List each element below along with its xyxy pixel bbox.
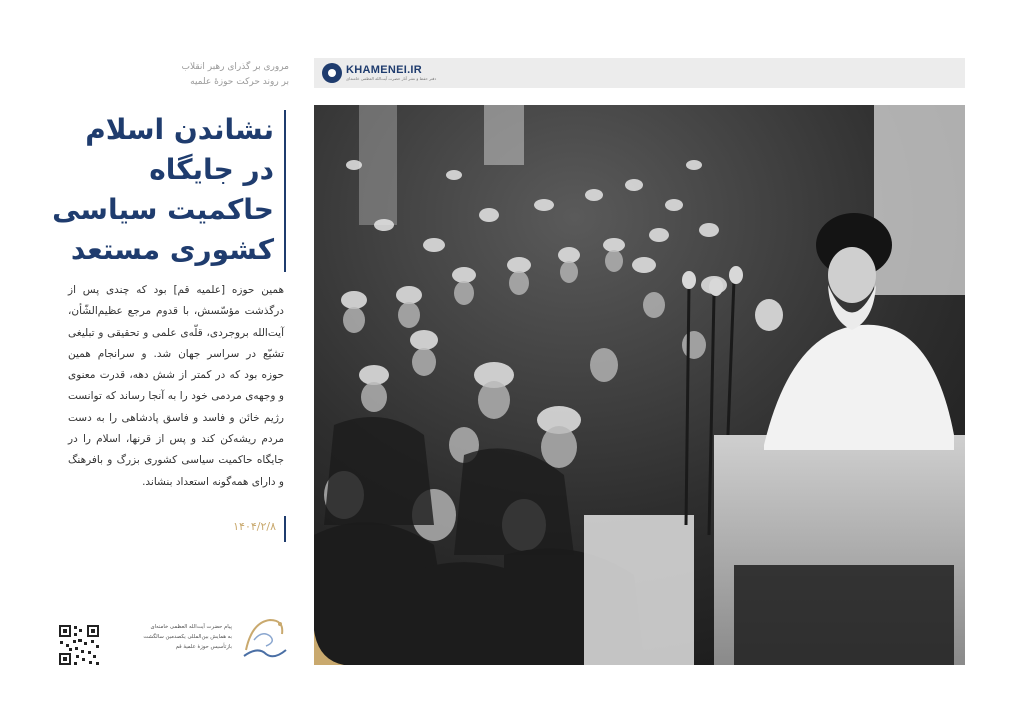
series-line-2: بر روند حرکت حوزهٔ علمیه [190,77,289,87]
series-label [169,60,289,90]
title-line-4: کشوری مستعد [70,233,274,266]
header-bar [314,58,965,88]
source-line-2: به همایش بین‌المللی یکصدمین سالگشت [143,634,232,640]
page-title [52,110,274,270]
title-line-2: در جایگاه [149,153,274,186]
hawzah-centennial-emblem-icon [236,610,292,666]
title-block [52,110,286,272]
source-line-1: پیام حضرت آیت‌الله العظمی خامنه‌ای [150,624,232,630]
logo-subtitle: دفتر حفظ و نشر آثار حضرت آیت‌الله العظمی خامنه‌ای [346,76,437,81]
source-line-3: بازتأسیس حوزهٔ علمیهٔ قم [175,644,232,650]
date-block [200,516,286,542]
historic-speech-photo [314,105,965,665]
quote-body: همین حوزه [علمیه قم] بود که چندی پس از درگذشت مؤسّسش، با قدوم مرجع عظیم‌الشّأن، آیت‌الله بروجردی، قلّه‌ی علمی و تحقیقی و تبلیغی تشیّع در سراسر جهان شد. و سرانجام همین حوزه بود که در کمتر از شش دهه، قدرت معنوی و وجهه‌ی مردمی خود را به آنجا رساند که توانست رژیم خائن و فاسد و فاسق پادشاهی را به دست مردم ریشه‌کن کند و پس از قرنها، اسلام را در جایگاه حاکمیت سیاسی کشوری بزرگ و بافرهنگ و دارای همه‌گونه استعداد بنشاند. [68,284,284,488]
corner-accent [314,630,344,665]
source-note [120,622,232,652]
series-line-1: مروری بر گذرای رهبر انقلاب [181,62,289,72]
site-logo[interactable] [322,63,436,83]
qr-code-icon[interactable] [58,624,100,666]
khamenei-logo-icon [322,63,342,83]
title-line-3: حاکمیت سیاسی [52,193,274,226]
title-line-1: نشاندن اسلام [85,113,274,146]
publish-date: ۱۴۰۴/۲/۸ [233,520,276,533]
logo-name: KHAMENEI.IR [346,64,423,76]
